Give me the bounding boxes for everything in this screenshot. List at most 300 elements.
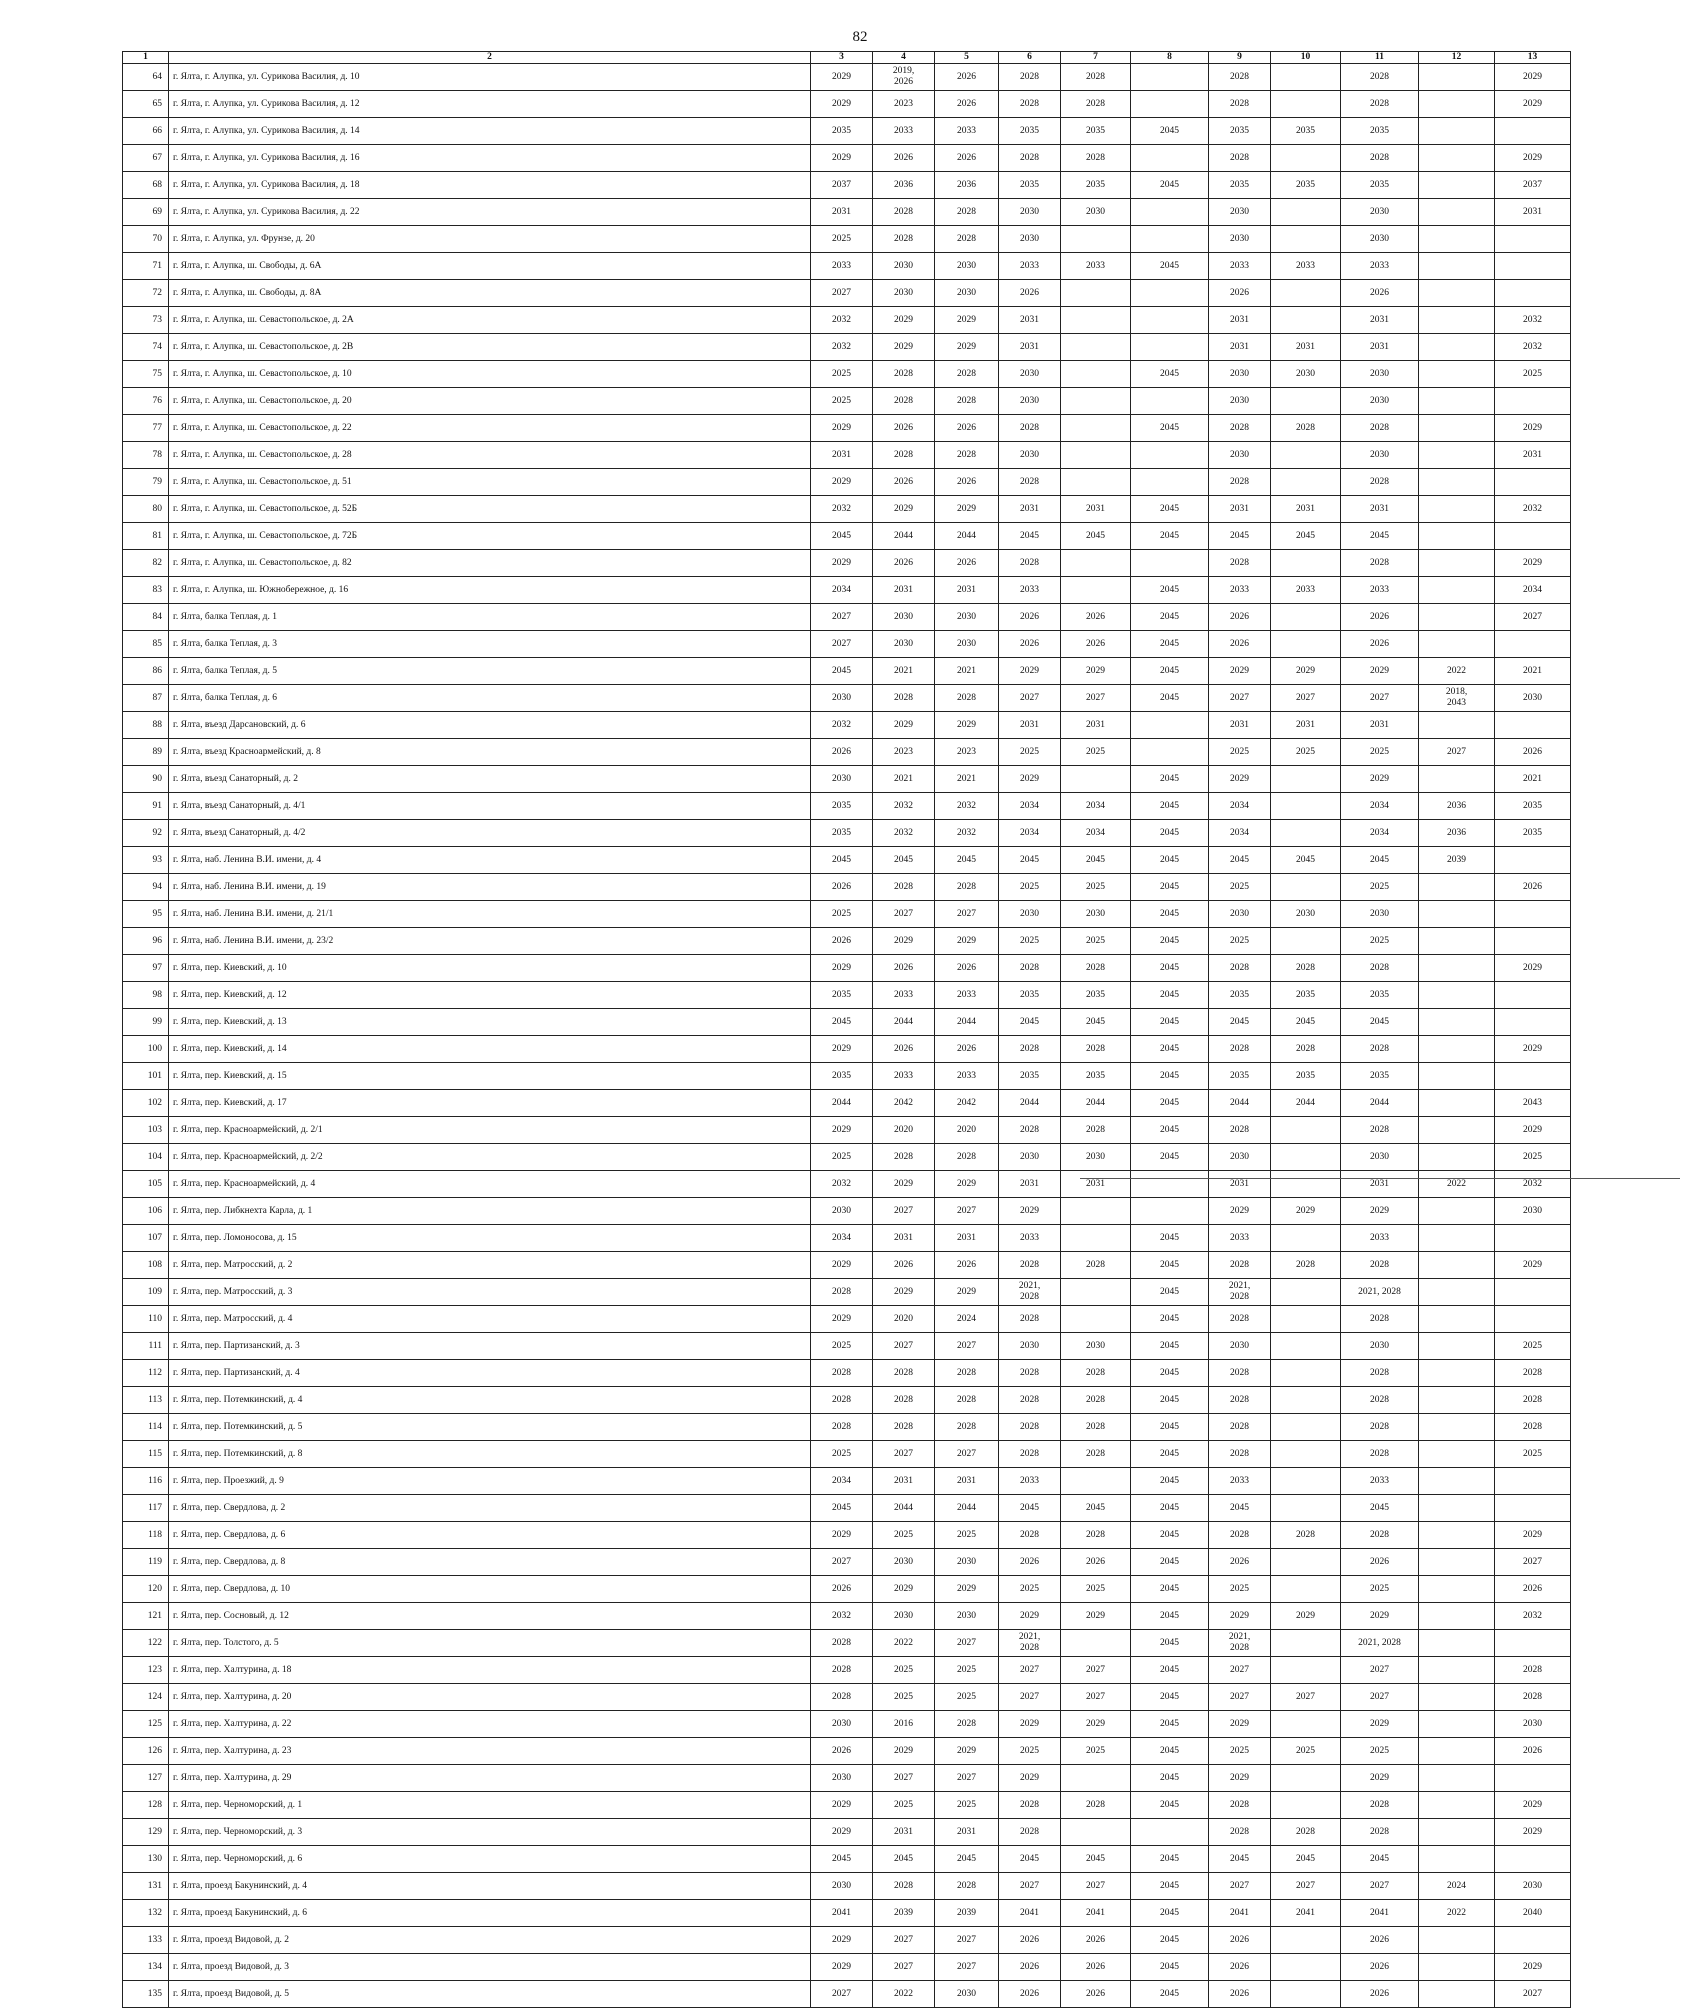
year-cell: 2045 [999, 1495, 1061, 1522]
table-row [123, 226, 1571, 253]
row-number: 103 [123, 1117, 169, 1144]
year-cell: 2029 [1209, 1711, 1271, 1738]
year-cell: 2041 [999, 1900, 1061, 1927]
year-cell: 2028 [873, 1387, 935, 1414]
table-row [123, 658, 1571, 685]
address-cell: г. Ялта, пер. Свердлова, д. 2 [169, 1495, 811, 1522]
year-cell [1419, 1009, 1495, 1036]
year-cell: 2028 [1341, 1252, 1419, 1279]
year-cell: 2029 [1495, 1117, 1571, 1144]
year-cell [1495, 226, 1571, 253]
row-number: 122 [123, 1630, 169, 1657]
year-cell: 2029 [1341, 1198, 1419, 1225]
year-cell: 2028 [811, 1684, 873, 1711]
address-cell: г. Ялта, пер. Халтурина, д. 23 [169, 1738, 811, 1765]
year-cell: 2044 [935, 1495, 999, 1522]
address-cell: г. Ялта, въезд Санаторный, д. 4/2 [169, 820, 811, 847]
year-cell [1271, 1630, 1341, 1657]
year-cell: 2029 [1271, 658, 1341, 685]
year-cell: 2027 [1271, 685, 1341, 712]
year-cell: 2029 [1495, 955, 1571, 982]
year-cell: 2030 [1271, 901, 1341, 928]
year-cell: 2045 [1131, 1765, 1209, 1792]
year-cell: 2029 [811, 1117, 873, 1144]
year-cell: 2029 [811, 1306, 873, 1333]
year-cell [1271, 1225, 1341, 1252]
year-cell [1061, 1198, 1131, 1225]
year-cell: 2028 [935, 685, 999, 712]
row-number: 73 [123, 307, 169, 334]
year-cell: 2031 [1209, 307, 1271, 334]
year-cell: 2035 [1271, 982, 1341, 1009]
row-number: 70 [123, 226, 169, 253]
year-cell: 2028 [935, 1711, 999, 1738]
year-cell: 2028 [1209, 1252, 1271, 1279]
year-cell: 2031 [1209, 496, 1271, 523]
year-cell: 2025 [1209, 928, 1271, 955]
year-cell: 2045 [811, 658, 873, 685]
year-cell: 2030 [1495, 1711, 1571, 1738]
year-cell: 2034 [811, 1225, 873, 1252]
year-cell: 2028 [811, 1657, 873, 1684]
year-cell [1061, 388, 1131, 415]
year-cell [1419, 361, 1495, 388]
year-cell: 2025 [1495, 361, 1571, 388]
year-cell: 2030 [1341, 361, 1419, 388]
year-cell: 2035 [1271, 172, 1341, 199]
year-cell [1419, 1441, 1495, 1468]
table-row [123, 118, 1571, 145]
table-row [123, 199, 1571, 226]
year-cell: 2016 [873, 1711, 935, 1738]
year-cell: 2028 [873, 874, 935, 901]
year-cell [1419, 253, 1495, 280]
address-cell: г. Ялта, г. Алупка, ш. Севастопольское, д. 2В [169, 334, 811, 361]
year-cell: 2031 [1209, 712, 1271, 739]
year-cell [1419, 982, 1495, 1009]
year-cell: 2045 [1131, 1468, 1209, 1495]
row-number: 93 [123, 847, 169, 874]
year-cell: 2025 [1061, 874, 1131, 901]
year-cell: 2030 [873, 1549, 935, 1576]
year-cell: 2025 [1061, 739, 1131, 766]
year-cell: 2028 [1495, 1387, 1571, 1414]
year-cell: 2027 [873, 1198, 935, 1225]
year-cell: 2029 [1209, 1603, 1271, 1630]
year-cell: 2045 [999, 523, 1061, 550]
table-row [123, 1927, 1571, 1954]
year-cell: 2031 [1061, 712, 1131, 739]
year-cell: 2032 [935, 820, 999, 847]
year-cell: 2030 [935, 1603, 999, 1630]
year-cell: 2029 [1495, 91, 1571, 118]
year-cell: 2028 [999, 1819, 1061, 1846]
year-cell: 2035 [1061, 1063, 1131, 1090]
year-cell: 2035 [999, 1063, 1061, 1090]
year-cell: 2035 [811, 118, 873, 145]
year-cell: 2030 [1495, 1873, 1571, 1900]
year-cell [1419, 1387, 1495, 1414]
year-cell: 2031 [1341, 712, 1419, 739]
year-cell: 2025 [1495, 1333, 1571, 1360]
year-cell: 2028 [873, 442, 935, 469]
address-cell: г. Ялта, пер. Халтурина, д. 20 [169, 1684, 811, 1711]
address-cell: г. Ялта, пер. Матросский, д. 2 [169, 1252, 811, 1279]
year-cell: 2033 [873, 982, 935, 1009]
address-cell: г. Ялта, г. Алупка, ш. Севастопольское, д. 28 [169, 442, 811, 469]
year-cell [1419, 199, 1495, 226]
year-cell: 2045 [1131, 1522, 1209, 1549]
year-cell: 2027 [1061, 1873, 1131, 1900]
year-cell [1271, 199, 1341, 226]
address-cell: г. Ялта, пер. Красноармейский, д. 4 [169, 1171, 811, 1198]
year-cell: 2030 [1209, 442, 1271, 469]
table-row [123, 874, 1571, 901]
year-cell: 2033 [1209, 253, 1271, 280]
year-cell: 2031 [935, 577, 999, 604]
table-row [123, 793, 1571, 820]
year-cell: 2031 [811, 199, 873, 226]
year-cell: 2027 [873, 1441, 935, 1468]
year-cell [1419, 1468, 1495, 1495]
year-cell [1495, 982, 1571, 1009]
year-cell: 2030 [1209, 1333, 1271, 1360]
year-cell: 2030 [1209, 388, 1271, 415]
year-cell: 2028 [999, 1117, 1061, 1144]
address-cell: г. Ялта, пер. Либкнехта Карла, д. 1 [169, 1198, 811, 1225]
year-cell: 2027 [1341, 1657, 1419, 1684]
table-row [123, 1711, 1571, 1738]
year-cell: 2035 [1061, 118, 1131, 145]
year-cell: 2042 [873, 1090, 935, 1117]
address-cell: г. Ялта, г. Алупка, ш. Свободы, д. 6А [169, 253, 811, 280]
year-cell: 2028 [1271, 1252, 1341, 1279]
year-cell: 2045 [873, 1846, 935, 1873]
year-cell: 2029 [1495, 1819, 1571, 1846]
year-cell: 2039 [1419, 847, 1495, 874]
row-number: 124 [123, 1684, 169, 1711]
year-cell: 2030 [811, 685, 873, 712]
year-cell: 2033 [1209, 577, 1271, 604]
year-cell: 2028 [1209, 1306, 1271, 1333]
address-cell: г. Ялта, пер. Киевский, д. 10 [169, 955, 811, 982]
year-cell: 2028 [999, 1522, 1061, 1549]
year-cell: 2027 [935, 1927, 999, 1954]
table-row [123, 1063, 1571, 1090]
year-cell: 2028 [1209, 955, 1271, 982]
year-cell: 2027 [1271, 1873, 1341, 1900]
year-cell: 2045 [1209, 1009, 1271, 1036]
row-number: 94 [123, 874, 169, 901]
year-cell: 2029 [1061, 658, 1131, 685]
year-cell [1419, 280, 1495, 307]
year-cell [1419, 226, 1495, 253]
year-cell: 2028 [1341, 1117, 1419, 1144]
address-cell: г. Ялта, пер. Черноморский, д. 1 [169, 1792, 811, 1819]
year-cell: 2029 [873, 334, 935, 361]
year-cell: 2029 [1495, 415, 1571, 442]
table-row [123, 1873, 1571, 1900]
year-cell: 2027 [935, 1198, 999, 1225]
year-cell: 2045 [1131, 766, 1209, 793]
year-cell: 2025 [999, 928, 1061, 955]
year-cell: 2035 [811, 982, 873, 1009]
address-cell: г. Ялта, проезд Видовой, д. 5 [169, 1981, 811, 2008]
year-cell: 2026 [1341, 1981, 1419, 2008]
year-cell: 2034 [999, 820, 1061, 847]
year-cell [1271, 388, 1341, 415]
year-cell [1419, 1495, 1495, 1522]
year-cell: 2041 [811, 1900, 873, 1927]
year-cell [1271, 1981, 1341, 2008]
year-cell [1271, 1954, 1341, 1981]
year-cell: 2029 [873, 712, 935, 739]
year-cell: 2026 [1209, 1549, 1271, 1576]
year-cell: 2035 [1341, 118, 1419, 145]
table-row [123, 1441, 1571, 1468]
column-header: 2 [169, 52, 811, 64]
year-cell: 2035 [1061, 172, 1131, 199]
year-cell: 2045 [1131, 1738, 1209, 1765]
year-cell: 2037 [811, 172, 873, 199]
row-number: 120 [123, 1576, 169, 1603]
year-cell: 2026 [873, 415, 935, 442]
row-number: 69 [123, 199, 169, 226]
year-cell: 2028 [873, 685, 935, 712]
table-row [123, 1765, 1571, 1792]
row-number: 117 [123, 1495, 169, 1522]
row-number: 76 [123, 388, 169, 415]
row-number: 64 [123, 64, 169, 91]
year-cell: 2034 [1209, 820, 1271, 847]
year-cell [1271, 1144, 1341, 1171]
year-cell [1419, 874, 1495, 901]
year-cell [1419, 1414, 1495, 1441]
year-cell: 2030 [873, 280, 935, 307]
year-cell: 2030 [935, 280, 999, 307]
year-cell [1271, 1171, 1341, 1198]
table-row [123, 1306, 1571, 1333]
row-number: 84 [123, 604, 169, 631]
year-cell: 2027 [873, 1765, 935, 1792]
year-cell: 2030 [1061, 1333, 1131, 1360]
year-cell: 2029 [1061, 1711, 1131, 1738]
year-cell: 2025 [1271, 1738, 1341, 1765]
year-cell: 2026 [999, 1954, 1061, 1981]
row-number: 135 [123, 1981, 169, 2008]
row-number: 107 [123, 1225, 169, 1252]
year-cell [1271, 1279, 1341, 1306]
year-cell: 2026 [873, 469, 935, 496]
year-cell [1131, 1171, 1209, 1198]
year-cell: 2045 [1131, 1144, 1209, 1171]
table-row [123, 388, 1571, 415]
year-cell: 2035 [811, 820, 873, 847]
year-cell [1495, 1495, 1571, 1522]
row-number: 131 [123, 1873, 169, 1900]
year-cell [1131, 469, 1209, 496]
year-cell: 2027 [999, 1873, 1061, 1900]
row-number: 132 [123, 1900, 169, 1927]
row-number: 129 [123, 1819, 169, 1846]
address-cell: г. Ялта, г. Алупка, ш. Севастопольское, д. 10 [169, 361, 811, 388]
year-cell: 2031 [873, 1819, 935, 1846]
year-cell: 2029 [1495, 1252, 1571, 1279]
year-cell: 2031 [999, 334, 1061, 361]
year-cell: 2029 [873, 496, 935, 523]
year-cell: 2045 [811, 1495, 873, 1522]
year-cell: 2025 [1495, 1441, 1571, 1468]
year-cell [1419, 1279, 1495, 1306]
year-cell: 2027 [935, 901, 999, 928]
table-row [123, 1522, 1571, 1549]
table-row [123, 739, 1571, 766]
row-number: 75 [123, 361, 169, 388]
year-cell: 2045 [935, 1846, 999, 1873]
table-row [123, 982, 1571, 1009]
year-cell: 2026 [1495, 874, 1571, 901]
row-number: 100 [123, 1036, 169, 1063]
year-cell: 2045 [1061, 847, 1131, 874]
year-cell [1061, 550, 1131, 577]
year-cell [1419, 1198, 1495, 1225]
year-cell: 2030 [1061, 1144, 1131, 1171]
year-cell: 2045 [1131, 1252, 1209, 1279]
year-cell [1419, 1738, 1495, 1765]
year-cell: 2026 [1061, 1927, 1131, 1954]
year-cell: 2028 [1061, 1117, 1131, 1144]
year-cell: 2035 [1495, 793, 1571, 820]
year-cell [1271, 820, 1341, 847]
year-cell [1061, 1765, 1131, 1792]
year-cell [1495, 1225, 1571, 1252]
year-cell: 2028 [935, 226, 999, 253]
row-number: 125 [123, 1711, 169, 1738]
year-cell: 2029 [935, 334, 999, 361]
table-row [123, 1198, 1571, 1225]
year-cell: 2030 [935, 631, 999, 658]
address-cell: г. Ялта, въезд Красноармейский, д. 8 [169, 739, 811, 766]
year-cell: 2028 [1341, 1036, 1419, 1063]
year-cell [1131, 307, 1209, 334]
year-cell: 2028 [1061, 955, 1131, 982]
year-cell: 2029 [935, 1279, 999, 1306]
year-cell: 2026 [873, 1036, 935, 1063]
year-cell [1419, 1603, 1495, 1630]
year-cell [1271, 1306, 1341, 1333]
year-cell [1419, 604, 1495, 631]
address-cell: г. Ялта, пер. Партизанский, д. 4 [169, 1360, 811, 1387]
year-cell: 2045 [1131, 1711, 1209, 1738]
table-row [123, 1630, 1571, 1657]
year-cell [1419, 1117, 1495, 1144]
year-cell: 2028 [1061, 64, 1131, 91]
year-cell: 2027 [811, 604, 873, 631]
year-cell: 2027 [935, 1765, 999, 1792]
year-cell: 2041 [1341, 1900, 1419, 1927]
year-cell: 2029 [999, 658, 1061, 685]
address-cell: г. Ялта, г. Алупка, ш. Севастопольское, д. 51 [169, 469, 811, 496]
year-cell: 2027 [1209, 1684, 1271, 1711]
year-cell: 2027 [1271, 1684, 1341, 1711]
year-cell [1419, 1063, 1495, 1090]
year-cell: 2028 [811, 1279, 873, 1306]
year-cell [1271, 1549, 1341, 1576]
address-cell: г. Ялта, пер. Ломоносова, д. 15 [169, 1225, 811, 1252]
year-cell: 2031 [935, 1225, 999, 1252]
year-cell: 2029 [1341, 766, 1419, 793]
year-cell: 2029 [1209, 658, 1271, 685]
year-cell: 2021 [1495, 766, 1571, 793]
year-cell: 2029 [1209, 1765, 1271, 1792]
year-cell [1495, 1306, 1571, 1333]
year-cell: 2021, 2028 [1209, 1630, 1271, 1657]
year-cell: 2028 [1209, 469, 1271, 496]
year-cell: 2031 [1061, 1171, 1131, 1198]
table-row [123, 901, 1571, 928]
column-header: 9 [1209, 52, 1271, 64]
address-cell: г. Ялта, пер. Свердлова, д. 8 [169, 1549, 811, 1576]
year-cell: 2044 [999, 1090, 1061, 1117]
year-cell [1419, 1144, 1495, 1171]
table-row [123, 1225, 1571, 1252]
year-cell: 2033 [873, 118, 935, 145]
year-cell: 2029 [873, 307, 935, 334]
year-cell: 2026 [999, 604, 1061, 631]
year-cell: 2029 [935, 307, 999, 334]
year-cell: 2028 [811, 1387, 873, 1414]
year-cell: 2029 [811, 955, 873, 982]
year-cell [1271, 1441, 1341, 1468]
year-cell: 2033 [1209, 1468, 1271, 1495]
year-cell: 2021 [1495, 658, 1571, 685]
year-cell: 2026 [873, 955, 935, 982]
year-cell [1419, 1630, 1495, 1657]
year-cell: 2025 [1341, 1576, 1419, 1603]
year-cell: 2030 [1341, 1333, 1419, 1360]
year-cell: 2045 [1131, 1900, 1209, 1927]
year-cell: 2033 [1341, 253, 1419, 280]
row-number: 68 [123, 172, 169, 199]
address-cell: г. Ялта, пер. Потемкинский, д. 4 [169, 1387, 811, 1414]
year-cell: 2021 [935, 658, 999, 685]
year-cell: 2020 [935, 1117, 999, 1144]
year-cell: 2031 [811, 442, 873, 469]
year-cell: 2044 [935, 523, 999, 550]
year-cell: 2026 [1209, 1954, 1271, 1981]
year-cell: 2035 [1209, 1063, 1271, 1090]
table-row [123, 1117, 1571, 1144]
year-cell [1495, 1630, 1571, 1657]
year-cell: 2031 [1341, 1171, 1419, 1198]
year-cell [1419, 1333, 1495, 1360]
year-cell [1419, 1954, 1495, 1981]
year-cell: 2045 [1131, 793, 1209, 820]
year-cell: 2029 [811, 1954, 873, 1981]
address-cell: г. Ялта, г. Алупка, ул. Фрунзе, д. 20 [169, 226, 811, 253]
year-cell: 2030 [999, 1144, 1061, 1171]
address-cell: г. Ялта, пер. Киевский, д. 15 [169, 1063, 811, 1090]
year-cell: 2029 [935, 1738, 999, 1765]
row-number: 118 [123, 1522, 169, 1549]
year-cell: 2045 [1131, 1063, 1209, 1090]
year-cell: 2030 [873, 1603, 935, 1630]
year-cell: 2026 [1341, 631, 1419, 658]
address-cell: г. Ялта, проезд Видовой, д. 2 [169, 1927, 811, 1954]
address-cell: г. Ялта, пер. Черноморский, д. 3 [169, 1819, 811, 1846]
table-row [123, 1468, 1571, 1495]
table-row [123, 1819, 1571, 1846]
